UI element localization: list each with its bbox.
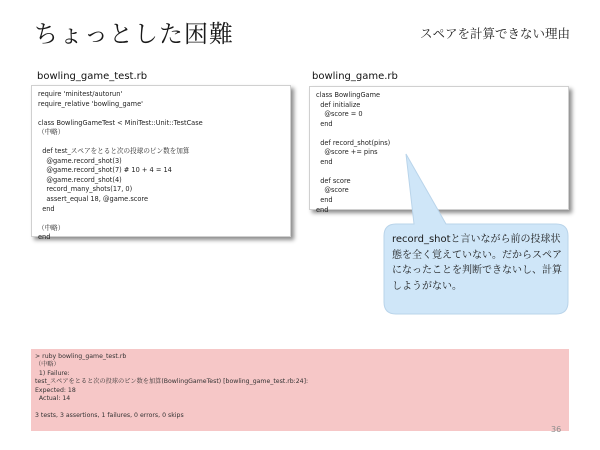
code-line: @game.record_shot(7) # 10 + 4 = 14 [38, 166, 172, 175]
code-line: require 'minitest/autorun' [38, 90, 123, 98]
game-file-label: bowling_game.rb [312, 71, 398, 82]
code-line [38, 109, 284, 119]
slide-subtitle: スペアを計算できない理由 [420, 26, 571, 41]
output-line: > ruby bowling_game_test.rb [35, 353, 127, 360]
page-number: 36 [551, 425, 562, 434]
output-line: test_スペアをとると次の投球のピン数を加算(BowlingGameTest) [bowling_game_test.rb:24]: [35, 378, 309, 386]
code-line: class BowlingGame [316, 91, 381, 99]
code-line [38, 138, 284, 148]
code-line: class BowlingGameTest < MiniTest::Unit::TestCase [38, 118, 203, 127]
code-line: record_many_shots(17, 0) [38, 185, 133, 194]
callout-bubble [376, 154, 572, 317]
code-line: def score [316, 176, 351, 185]
output-line: Expected: 18 [35, 386, 76, 394]
code-line: （中略） [38, 128, 65, 137]
test-file-label: bowling_game_test.rb [37, 71, 148, 82]
code-line: def initialize [316, 100, 361, 109]
code-line: @score [316, 186, 349, 195]
test-output-box [31, 349, 569, 431]
code-line: end [316, 119, 333, 128]
code-line: @score = 0 [316, 110, 363, 119]
code-line: @score += pins [316, 148, 378, 157]
code-line: （中略） [38, 223, 65, 232]
code-line: def record_shot(pins) [316, 138, 391, 147]
code-line: require_relative 'bowling_game' [38, 99, 143, 108]
code-line: @game.record_shot(4) [38, 175, 122, 184]
code-line: assert_equal 18, @game.score [38, 195, 149, 204]
code-line [38, 214, 284, 224]
code-line [316, 129, 562, 139]
code-line: end [38, 204, 55, 213]
code-line: end [316, 157, 333, 166]
output-line: 3 tests, 3 assertions, 1 failures, 0 errors, 0 skips [35, 411, 184, 419]
callout-text: record_shotと言いながら前の投球状態を全く覚えていない。だからスペアになったことを判断できないし、計算しようがない。 [392, 234, 562, 292]
test-code-box [31, 85, 291, 242]
output-line: Actual: 14 [35, 395, 71, 403]
code-line: end [316, 205, 329, 214]
slide-title: ちょっとした困難 [34, 20, 234, 48]
code-line: end [316, 196, 333, 205]
output-line: （中略） [35, 361, 60, 369]
output-line: 1) Failure: [35, 369, 70, 377]
code-line: @game.record_shot(3) [38, 156, 122, 165]
output-line [35, 403, 565, 411]
code-line: end [38, 233, 51, 242]
code-line: def test_スペアをとると次の投球のピン数を加算 [38, 147, 190, 156]
